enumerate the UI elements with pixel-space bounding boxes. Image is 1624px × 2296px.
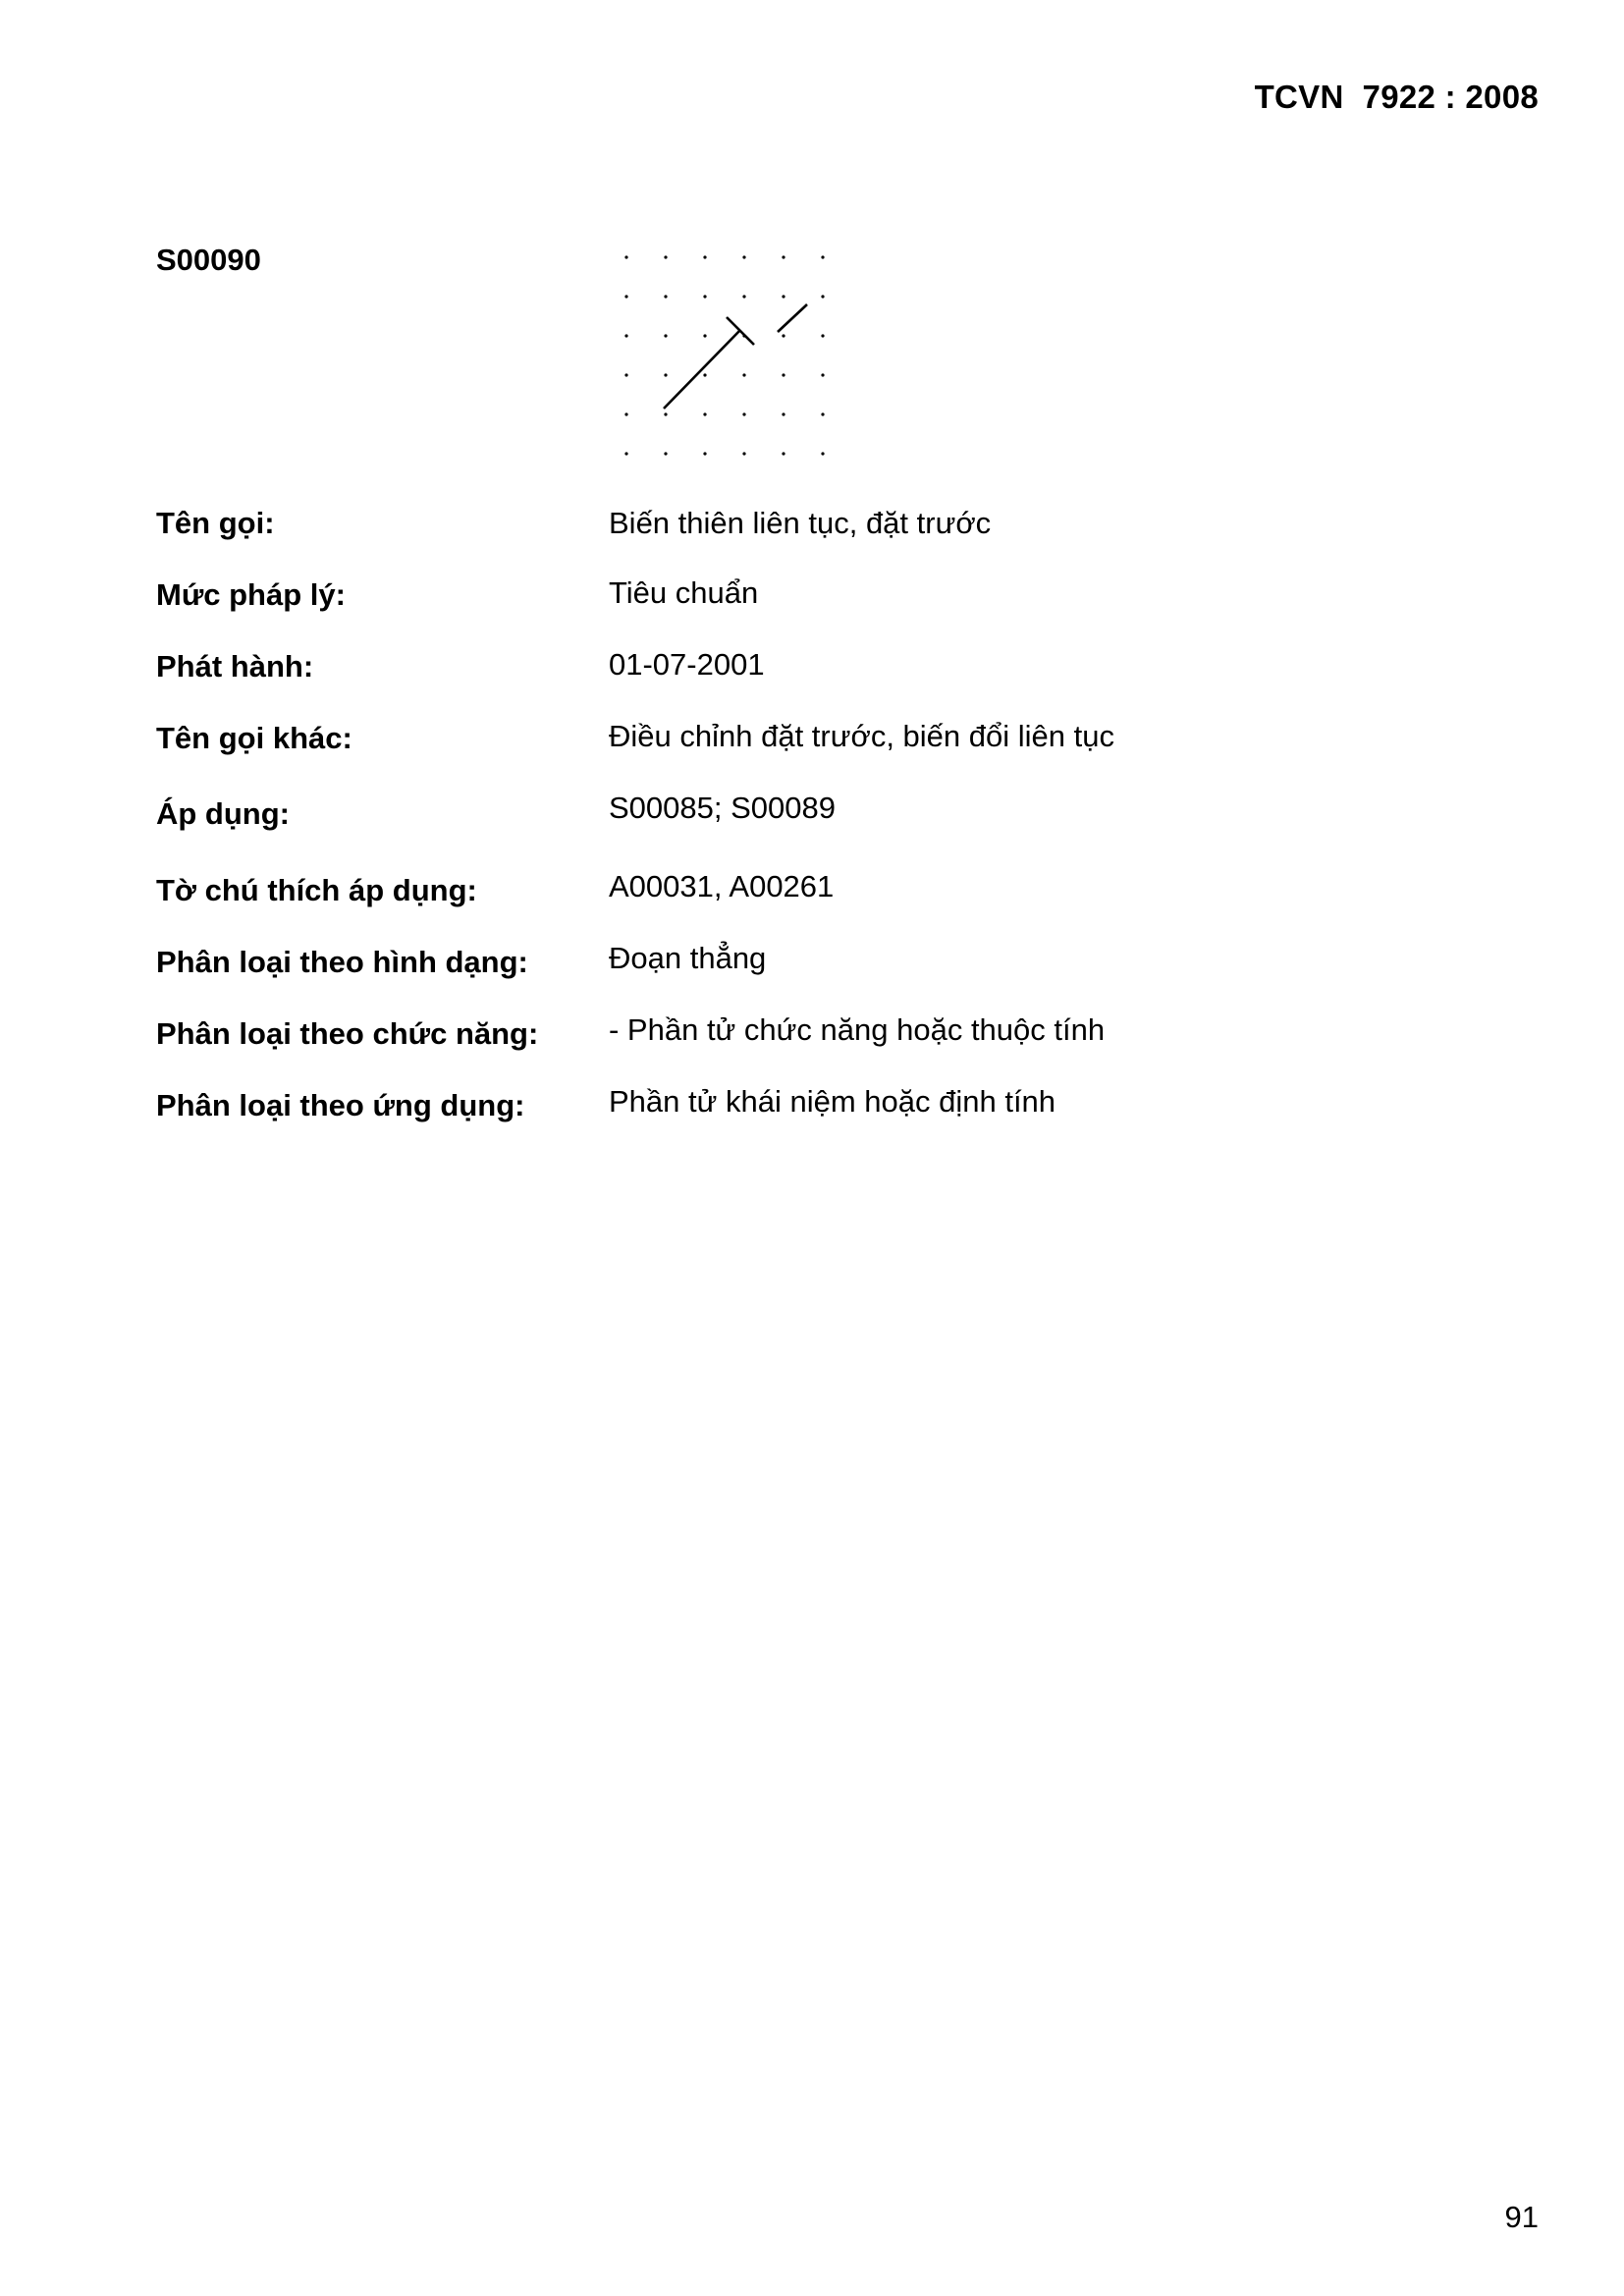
- field-label-release: Phát hành:: [156, 649, 314, 683]
- grid-dot: [821, 255, 824, 258]
- field-value-function-class: - Phần tử chức năng hoặc thuộc tính: [609, 1012, 1106, 1047]
- field-value-release: 01-07-2001: [609, 647, 765, 682]
- grid-dot: [703, 295, 706, 298]
- symbol-strokes: [664, 304, 807, 409]
- grid-dot: [782, 373, 785, 376]
- grid-dot: [624, 295, 627, 298]
- grid-dots: [624, 255, 824, 455]
- grid-dot: [821, 412, 824, 415]
- field-label-legal-level: Mức pháp lý:: [156, 577, 346, 612]
- grid-dot: [703, 255, 706, 258]
- field-value-application-class: Phần tử khái niệm hoặc định tính: [609, 1084, 1056, 1119]
- grid-dot: [821, 373, 824, 376]
- grid-dot: [624, 255, 627, 258]
- field-value-legal-level: Tiêu chuẩn: [609, 575, 759, 610]
- main-diagonal-stroke: [664, 330, 740, 409]
- preset-diagonal-stroke: [778, 304, 807, 332]
- field-label-name: Tên gọi:: [156, 506, 275, 540]
- page-number: 91: [1504, 2200, 1539, 2234]
- grid-dot: [664, 452, 667, 455]
- field-label-shape-class: Phân loại theo hình dạng:: [156, 945, 528, 979]
- grid-dot: [664, 255, 667, 258]
- standard-number: TCVN 7922 : 2008: [1254, 79, 1539, 115]
- grid-dot: [742, 452, 745, 455]
- grid-dot: [821, 334, 824, 337]
- grid-dot: [664, 295, 667, 298]
- grid-dot: [703, 334, 706, 337]
- grid-dot: [782, 295, 785, 298]
- field-label-application-class: Phân loại theo ứng dụng:: [156, 1088, 525, 1122]
- grid-dot: [821, 452, 824, 455]
- grid-dot: [742, 412, 745, 415]
- grid-dot: [782, 412, 785, 415]
- grid-dot: [821, 295, 824, 298]
- grid-dot: [742, 373, 745, 376]
- field-label-application-notes: Tờ chú thích áp dụng:: [156, 873, 477, 907]
- grid-dot: [624, 334, 627, 337]
- grid-dot: [782, 334, 785, 337]
- field-label-applies-to: Áp dụng:: [156, 796, 291, 831]
- field-value-applies-to: S00085; S00089: [609, 791, 836, 825]
- grid-dot: [664, 412, 667, 415]
- grid-dot: [624, 412, 627, 415]
- grid-dot: [624, 373, 627, 376]
- grid-dot: [703, 412, 706, 415]
- field-label-other-names: Tên gọi khác:: [156, 721, 352, 755]
- grid-dot: [782, 452, 785, 455]
- grid-dot: [664, 334, 667, 337]
- grid-dot: [742, 295, 745, 298]
- field-value-other-names: Điều chỉnh đặt trước, biến đổi liên tục: [609, 719, 1114, 753]
- grid-dot: [703, 452, 706, 455]
- field-value-shape-class: Đoạn thẳng: [609, 941, 767, 975]
- grid-dot: [742, 255, 745, 258]
- field-label-function-class: Phân loại theo chức năng:: [156, 1016, 539, 1051]
- grid-dot: [664, 373, 667, 376]
- field-value-application-notes: A00031, A00261: [609, 869, 835, 903]
- symbol-code: S00090: [156, 243, 261, 277]
- symbol-figure: [609, 242, 844, 467]
- field-value-name: Biến thiên liên tục, đặt trước: [609, 506, 992, 540]
- grid-dot: [782, 255, 785, 258]
- grid-dot: [703, 373, 706, 376]
- grid-dot: [624, 452, 627, 455]
